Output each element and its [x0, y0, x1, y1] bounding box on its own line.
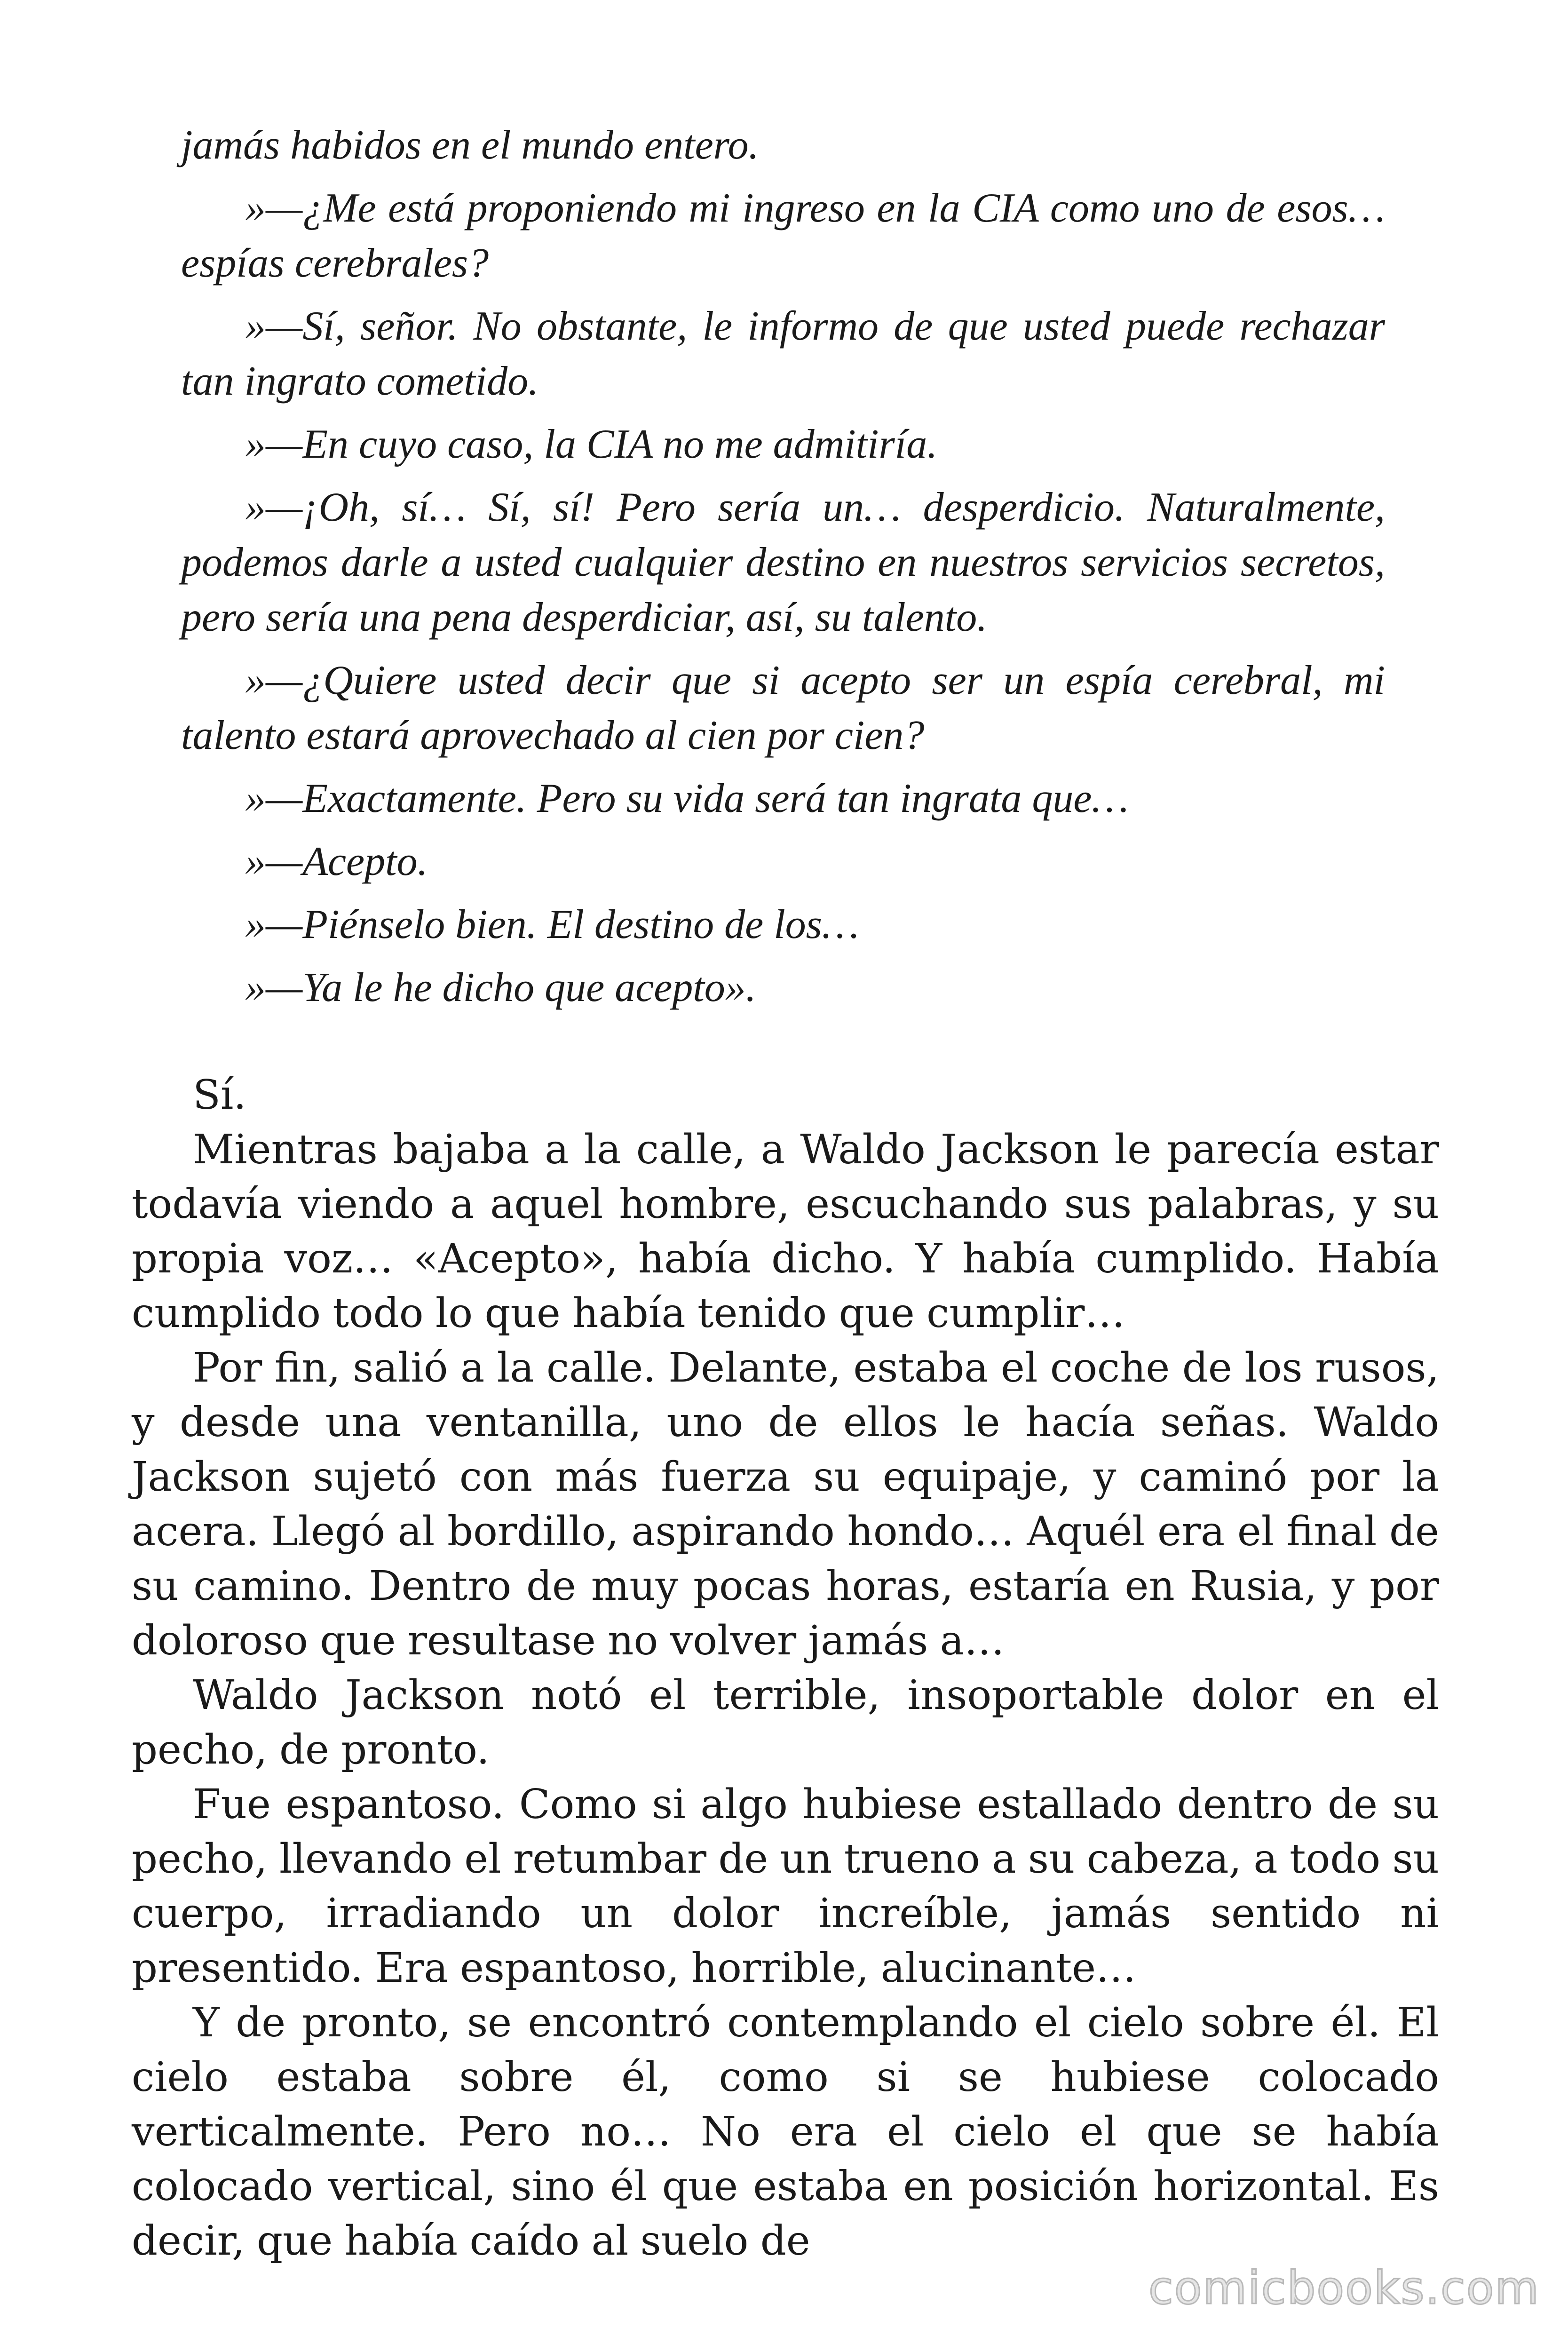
watermark: comicbooks.com [1148, 2262, 1540, 2314]
body-text-block [132, 1068, 1439, 2268]
quote-paragraph: »—En cuyo caso, la CIA no me admitiría. [245, 421, 938, 467]
quote-paragraph: »—¡Oh, sí… Sí, sí! Pero sería un… desperdicio. Naturalmente, podemos darle a usted cualquier destino en nuestros servicios secretos, pero sería una pena desperdiciar, así, su talento. [181, 485, 1385, 640]
quote-paragraph: jamás habidos en el mundo entero. [181, 122, 759, 168]
quote-paragraph: »—¿Me está proponiendo mi ingreso en la CIA como uno de esos… espías cerebrales? [181, 185, 1385, 286]
quote-paragraph: »—Sí, señor. No obstante, le informo de que usted puede rechazar tan ingrato cometido. [181, 303, 1385, 404]
quote-paragraph: »—Exactamente. Pero su vida será tan ingrata que… [245, 776, 1129, 821]
body-paragraph: Sí. [193, 1072, 246, 1119]
body-paragraph: Mientras bajaba a la calle, a Waldo Jackson le parecía estar todavía viendo a aquel hombre, escuchando sus palabras, y su propia voz… «Acepto», había dicho. Y había cumplido. Había cumplido todo lo que había tenido que cumplir… [132, 1126, 1439, 1337]
body-paragraph: Fue espantoso. Como si algo hubiese estallado dentro de su pecho, llevando el retumbar de un trueno a su cabeza, a todo su cuerpo, irradiando un dolor increíble, jamás sentido ni presentido. Era espantoso, horrible, alucinante… [132, 1781, 1439, 1992]
quote-paragraph: »—¿Quiere usted decir que si acepto ser un espía cerebral, mi talento estará aprovechado al cien por cien? [181, 658, 1385, 758]
body-paragraph: Y de pronto, se encontró contemplando el cielo sobre él. El cielo estaba sobre él, como si se hubiese colocado verticalmente. Pero no… No era el cielo el que se había colocado vertical, sino él que estaba en posición horizontal. Es decir, que había caído al suelo de [132, 1999, 1439, 2265]
quote-paragraph: »—Piénselo bien. El destino de los… [245, 902, 859, 947]
quote-paragraph: »—Ya le he dicho que acepto». [245, 965, 756, 1010]
body-paragraph: Por fin, salió a la calle. Delante, estaba el coche de los rusos, y desde una ventanilla, uno de ellos le hacía señas. Waldo Jackson sujetó con más fuerza su equipaje, y caminó por la acera. Llegó al bordillo, aspirando hondo… Aquél era el final de su camino. Dentro de muy pocas horas, estaría en Rusia, y por doloroso que resultase no volver jamás a… [132, 1344, 1439, 1664]
body-paragraph: Waldo Jackson notó el terrible, insoportable dolor en el pecho, de pronto. [132, 1672, 1439, 1773]
quote-paragraph: »—Acepto. [245, 839, 428, 884]
italic-quote-block [181, 118, 1385, 1023]
